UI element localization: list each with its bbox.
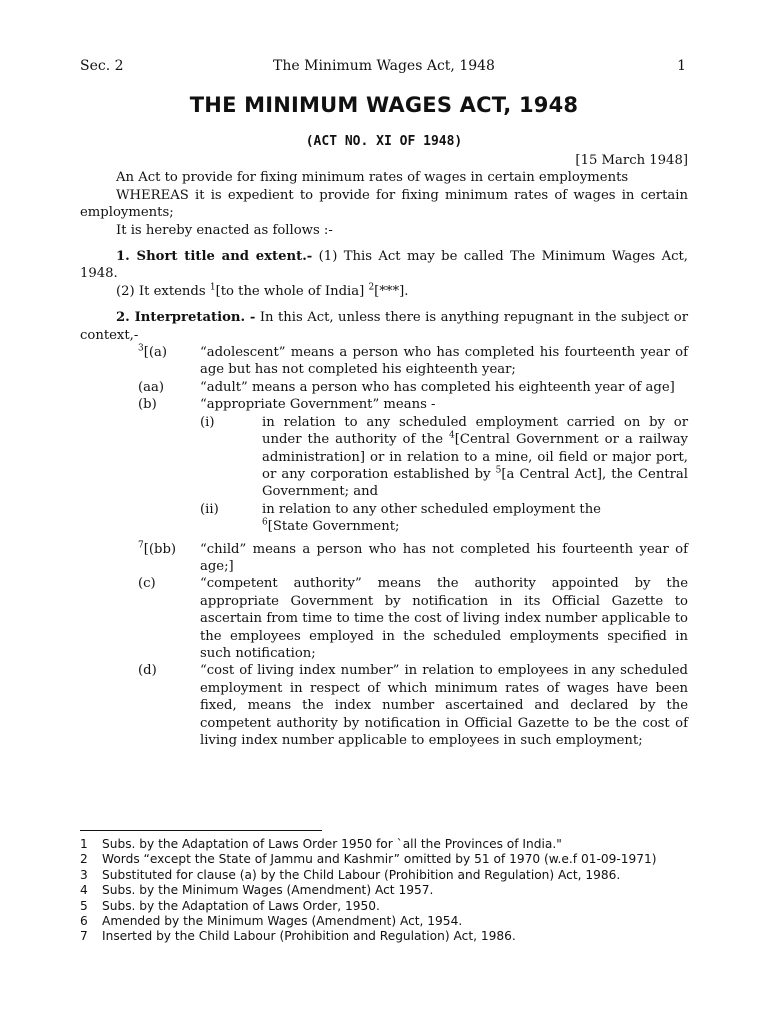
footnote	[80, 837, 690, 852]
footnote-number: 2	[80, 852, 88, 867]
clause-b-i-text-b: [Central Government or a railway administration] or in relation to a mine, oil field or major port, or any corporation established by	[262, 432, 689, 482]
footnote-ref-1[interactable]: 1	[209, 282, 216, 293]
clause-b-ii	[200, 501, 688, 536]
clause-d-text: “cost of living index number” in relation to employees in any scheduled employment in respect of which minimum rates of wages have been fixed, means the index number ascertained and declared by the competent authority by notification in Official Gazette to be the cost of living index number applicable to employees in such employment;	[200, 663, 688, 748]
clause-a	[138, 344, 688, 379]
clause-b-ii-text-a: in relation to any other scheduled employment the	[262, 501, 601, 517]
footnote-text: Inserted by the Child Labour (Prohibition and Regulation) Act, 1986.	[102, 929, 516, 944]
clause-b-i	[200, 414, 688, 501]
clause-b-label: (b)	[138, 397, 157, 413]
footnote-text: Subs. by the Adaptation of Laws Order, 1950.	[102, 898, 380, 913]
clause-aa-text: “adult” means a person who has completed his eighteenth year of age]	[200, 379, 675, 395]
footnote-ref-6[interactable]: 6	[262, 517, 268, 528]
enacting-formula: It is hereby enacted as follows :-	[116, 222, 333, 238]
clause-aa-label: (aa)	[138, 379, 165, 395]
footnotes	[80, 837, 690, 945]
clause-d-label: (d)	[138, 663, 157, 679]
long-title: An Act to provide for fixing minimum rates of wages in certain employments	[116, 170, 629, 186]
footnote-ref-2[interactable]: 2	[368, 282, 375, 293]
running-header-section: Sec. 2	[80, 58, 124, 74]
extent-text-c: [***].	[374, 283, 409, 299]
clause-b-text: “appropriate Government” means -	[200, 397, 436, 413]
footnote-ref-7[interactable]: 7	[138, 540, 144, 551]
section-2-intro-text: In this Act, unless there is anything repugnant in the subject or context,-	[80, 310, 689, 343]
footnote-text: Substituted for clause (a) by the Child Labour (Prohibition and Regulation) Act, 1986.	[102, 867, 621, 882]
footnote	[80, 852, 690, 867]
clause-b-i-text	[262, 414, 688, 501]
page-number: 1	[677, 58, 686, 74]
clause-b-ii-label: (ii)	[200, 501, 219, 517]
section-1-heading: 1. Short title and extent.-	[116, 249, 313, 265]
footnote	[80, 914, 690, 929]
clause-a-label: [(a)	[143, 345, 168, 361]
clause-b-i-text-a: in relation to any scheduled employment carried on by or under the authority of the	[262, 414, 688, 448]
clause-bb	[138, 541, 688, 576]
footnote-number: 4	[80, 883, 88, 898]
clause-d	[138, 662, 688, 749]
footnote-ref-4[interactable]: 4	[449, 430, 455, 441]
section-1-para-2	[80, 283, 688, 300]
running-header-title: The Minimum Wages Act, 1948	[273, 58, 495, 74]
preamble-whereas: WHEREAS it is expedient to provide for fixing minimum rates of wages in certain employments;	[80, 187, 688, 221]
footnote	[80, 883, 690, 898]
act-number: (ACT NO. XI OF 1948)	[305, 134, 463, 149]
clause-b-i-label: (i)	[200, 414, 215, 430]
footnote-number: 7	[80, 929, 88, 944]
clause-b-ii-text-b: [State Government;	[267, 519, 400, 535]
footnote-text: Words “except the State of Jammu and Kashmir” omitted by 51 of 1970 (w.e.f 01-09-1971)	[102, 852, 657, 867]
clause-a-text: “adolescent” means a person who has completed his fourteenth year of age but has not completed his eighteenth year;	[200, 345, 688, 378]
footnote-ref-5[interactable]: 5	[495, 465, 502, 476]
section-2-heading: 2. Interpretation. -	[116, 310, 256, 326]
footnote-number: 1	[80, 837, 88, 851]
section-2-intro	[80, 309, 688, 344]
footnote	[80, 868, 690, 883]
footnote-text: Subs. by the Adaptation of Laws Order 1950 for `all the Provinces of India."	[102, 837, 562, 851]
clause-aa	[138, 379, 688, 396]
clause-b-i-text-c: [a Central Act], the Central Government; and	[262, 466, 688, 500]
clause-bb-label: [(bb)	[143, 541, 177, 557]
footnote-text: Amended by the Minimum Wages (Amendment) Act, 1954.	[102, 914, 463, 929]
footnote	[80, 899, 690, 914]
clause-c-text: “competent authority” means the authority appointed by the appropriate Government by notification in its Official Gazette to ascertain from time to time the cost of living index number applicable to the employees employed in the scheduled employments specified in such notification;	[200, 576, 688, 661]
section-1-text: (1) This Act may be called The Minimum Wages Act, 1948.	[80, 249, 688, 282]
clause-c-label: (c)	[138, 576, 156, 592]
document-title: THE MINIMUM WAGES ACT, 1948	[189, 93, 579, 117]
clause-c	[138, 575, 688, 662]
footnote-ref-3[interactable]: 3	[138, 343, 144, 354]
footnote-separator	[80, 830, 322, 831]
clause-b-ii-text	[262, 501, 688, 536]
extent-text-b: [to the whole of India]	[215, 283, 369, 299]
footnote	[80, 929, 690, 944]
clause-bb-text: “child” means a person who has not completed his fourteenth year of age;]	[200, 541, 688, 574]
footnote-number: 6	[80, 914, 88, 929]
extent-text-a: (2) It extends	[116, 283, 210, 299]
footnote-number: 3	[80, 867, 88, 882]
clause-b	[138, 396, 688, 413]
footnote-number: 5	[80, 898, 88, 913]
section-1-para-1	[80, 248, 688, 283]
enactment-date: [15 March 1948]	[575, 153, 688, 168]
document-body	[80, 152, 688, 749]
footnote-text: Subs. by the Minimum Wages (Amendment) Act 1957.	[102, 883, 434, 898]
